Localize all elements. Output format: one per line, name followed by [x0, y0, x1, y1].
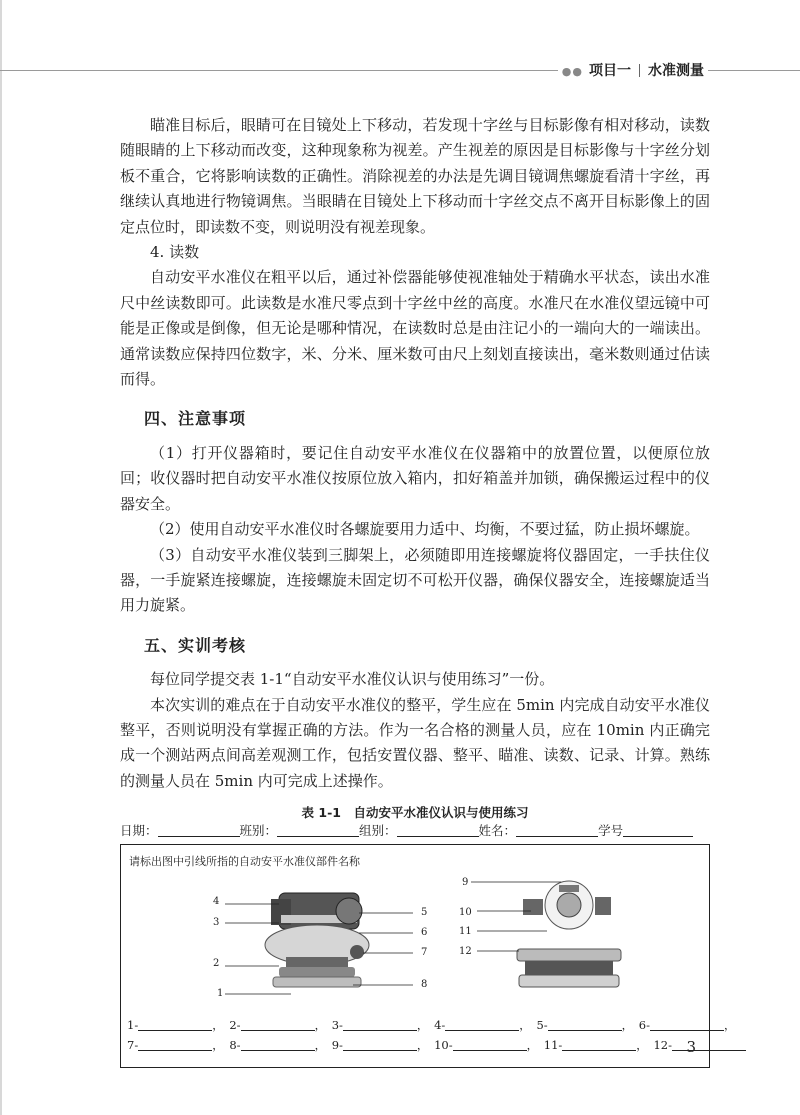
paragraph-submit: 每位同学提交表 1-1“自动安平水准仪认识与使用练习”一份。	[150, 670, 555, 689]
note-2: （2）使用自动安平水准仪时各螺旋要用力适中、均衡，不要过猛，防止损坏螺旋。	[150, 520, 700, 539]
answer-field-2[interactable]	[241, 1019, 315, 1031]
header-section: 水准测量	[648, 63, 704, 79]
answer-field-7[interactable]	[138, 1039, 212, 1051]
base-plate	[279, 967, 355, 977]
answer-field-12[interactable]	[672, 1039, 746, 1051]
level-side-view	[265, 893, 369, 987]
tribrach	[273, 977, 361, 987]
name-field[interactable]	[516, 824, 598, 837]
group-field[interactable]	[397, 824, 479, 837]
header-separator	[639, 64, 640, 77]
exercise-instruction: 请标出图中引线所指的自动安平水准仪部件名称	[129, 855, 360, 869]
answer-label: 11-	[543, 1038, 563, 1053]
focus-knob	[336, 898, 362, 924]
page-edge	[0, 0, 2, 1115]
date-field[interactable]	[158, 824, 240, 837]
answer-field-10[interactable]	[453, 1039, 527, 1051]
answer-label: 6-	[638, 1018, 650, 1033]
header-dots: ●●	[561, 65, 583, 78]
note-3: （3）自动安平水准仪装到三脚架上，必须随即用连接螺旋将仪器固定，一手扶住仪器，一手旋紧连接螺旋，连接螺旋未固定切不可松开仪器，确保仪器安全，连接螺旋适当用力旋紧。	[120, 545, 710, 615]
callout-label: 11	[459, 926, 472, 938]
class-label: 班别：	[239, 823, 278, 839]
callout-label: 6	[421, 927, 428, 939]
horizontal-circle	[517, 949, 621, 961]
header-project: 项目一	[589, 63, 631, 79]
step-4-title: 4. 读数	[150, 243, 200, 262]
lens-center	[557, 893, 581, 917]
answer-row-2: 7- ， 8- ， 9- ， 10- ， 11- ， 12-	[127, 1035, 748, 1055]
answer-label: 8-	[229, 1038, 241, 1053]
right-knob	[595, 897, 611, 915]
answer-label: 2-	[229, 1018, 241, 1033]
answer-row-1: 1- ， 2- ， 3- ， 4- ， 5- ， 6- ，	[127, 1018, 736, 1033]
form-fields-row	[120, 822, 710, 840]
class-field[interactable]	[277, 824, 359, 837]
answer-label: 3-	[331, 1018, 343, 1033]
page-body	[120, 113, 736, 1068]
callout-label: 4	[213, 896, 220, 908]
page-number: 3	[686, 1038, 696, 1056]
right-callouts	[459, 877, 561, 957]
callout-label: 8	[421, 979, 428, 991]
paragraph-parallax: 瞄准目标后，眼睛可在目镜处上下移动，若发现十字丝与目标影像有相对移动，读数随眼睛的上下移动而改变，这种现象称为视差。产生视差的原因是目标影像与十字丝分划板不重合，它将影响读数的正确性。消除视差的办法是先调目镜调焦螺旋看清十字丝，再继续认真地进行物镜调焦。当眼睛在目镜处上下移动而十字丝交点不离开目标影像上的固定点位时，即读数不变，则说明没有视差现象。	[120, 116, 710, 236]
answer-field-3[interactable]	[343, 1019, 417, 1031]
foot-screws	[286, 957, 348, 967]
answer-label: 5-	[536, 1018, 548, 1033]
id-field[interactable]	[623, 824, 693, 837]
callout-label: 12	[459, 946, 472, 958]
answer-field-5[interactable]	[548, 1019, 622, 1031]
base-plate-front	[519, 975, 619, 987]
running-header	[558, 60, 708, 80]
date-label: 日期：	[120, 823, 158, 839]
paragraph-reading: 自动安平水准仪在粗平以后，通过补偿器能够使视准轴处于精确水平状态，读出水准尺中丝读数即可。此读数是水准尺零点到十字丝中丝的高度。水准尺在水准仪望远镜中可能是正像或是倒像，但无论是哪种情况，在读数时总是由注记小的一端向大的一端读出。通常读数应保持四位数字，米、分米、厘米数可由尺上刻划直接读出，毫米数则通过估读而得。	[120, 268, 710, 389]
section-5-heading: 五、实训考核	[144, 635, 247, 655]
left-knob	[523, 899, 543, 915]
exercise-box	[120, 844, 736, 1068]
callout-label: 9	[462, 877, 469, 889]
callout-label: 1	[217, 988, 224, 1000]
answer-label: 1-	[127, 1018, 139, 1033]
answer-label: 10-	[434, 1038, 453, 1053]
callout-label: 10	[459, 907, 472, 919]
callout-label: 3	[213, 917, 220, 929]
answer-blanks	[127, 1015, 748, 1055]
id-label: 学号	[598, 823, 624, 839]
answer-field-1[interactable]	[138, 1019, 212, 1031]
fine-motion-screw	[350, 945, 364, 959]
foot-screws-front	[525, 961, 613, 975]
answer-label: 12-	[653, 1038, 672, 1053]
answer-field-11[interactable]	[562, 1039, 636, 1051]
name-label: 姓名：	[478, 823, 517, 839]
callout-label: 5	[421, 907, 428, 919]
note-1: （1）打开仪器箱时，要记住自动安平水准仪在仪器箱中的放置位置，以便原位放回；收仪器时把自动安平水准仪按原位放入箱内，扣好箱盖并加锁，确保搬运过程中的仪器安全。	[120, 443, 710, 513]
table-caption: 表 1-1 自动安平水准仪认识与使用练习	[301, 805, 529, 821]
answer-field-8[interactable]	[241, 1039, 315, 1051]
group-label: 组别：	[359, 823, 397, 839]
answer-label: 9-	[331, 1038, 343, 1053]
level-front-view	[517, 881, 621, 987]
sight	[559, 885, 579, 892]
paragraph-assessment: 本次实训的难点在于自动安平水准仪的整平，学生应在 5min 内完成自动安平水准仪整平，否则说明没有掌握正确的方法。作为一名合格的测量人员，应在 10min 内正确完成一个测站两点间高差观测工作，包括安置仪器、整平、瞄准、读数、记录、计算。熟练的测量人员在 5min 内可完成上述操作。	[120, 695, 710, 790]
answer-label: 4-	[434, 1018, 446, 1033]
callout-label: 2	[213, 958, 220, 970]
answer-field-6[interactable]	[650, 1019, 724, 1031]
section-4-heading: 四、注意事项	[144, 409, 247, 429]
answer-field-9[interactable]	[343, 1039, 417, 1051]
callout-label: 7	[421, 947, 428, 959]
answer-label: 7-	[127, 1038, 139, 1053]
answer-field-4[interactable]	[445, 1019, 519, 1031]
